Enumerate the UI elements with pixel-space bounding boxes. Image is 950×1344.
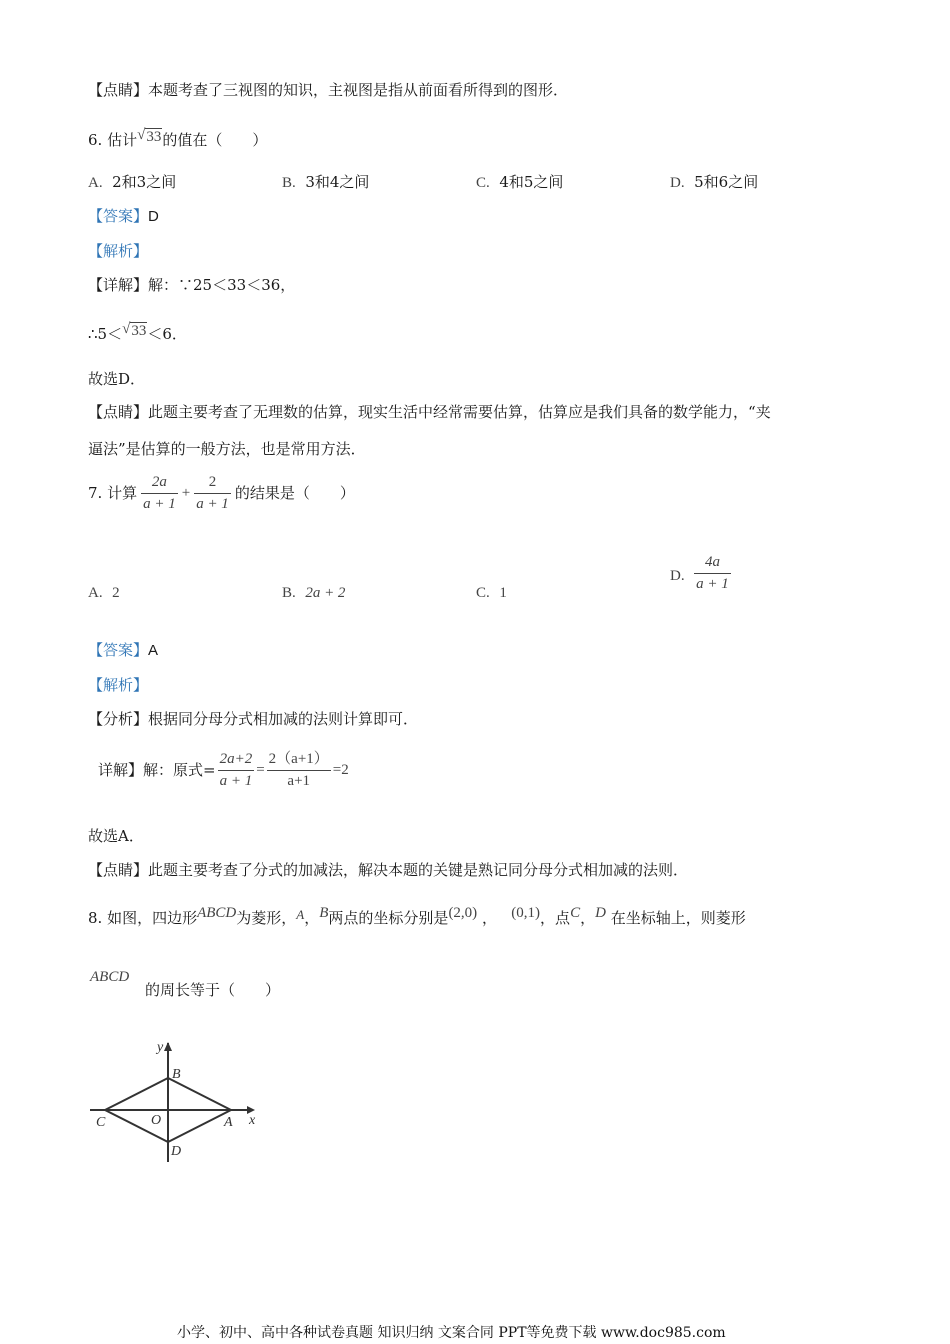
q7-conclusion: 故选A． bbox=[88, 827, 144, 845]
rhombus-figure bbox=[85, 1038, 265, 1168]
q7-option-c: C. 1 bbox=[476, 585, 507, 601]
note-text: 本题考查了三视图的知识，主视图是指从前面看所得到的图形． bbox=[148, 81, 569, 99]
q7-fenxi: 【分析】根据同分母分式相加减的法则计算即可． bbox=[88, 710, 419, 728]
q7-option-d-fraction: $\frac{4a}{a + 1}$ bbox=[696, 554, 729, 592]
q7-analysis-tag: 【解析】 bbox=[88, 676, 149, 694]
label-y: y bbox=[157, 1040, 164, 1055]
q7-detail: 详解】解：原式= $\frac{2a+2}{a + 1}$ = $\frac{2(a+1)}{a+1}$ =2 bbox=[98, 751, 349, 789]
q6-analysis-tag: 【解析】 bbox=[88, 242, 149, 260]
q7-stem: 7. 计算 $\frac{2a}{a + 1}$ + $\frac{2}{a + 1}$ 的结果是（ ） bbox=[88, 474, 355, 512]
y-arrow bbox=[164, 1042, 172, 1051]
q6-option-c: C. 4和5之间 bbox=[476, 173, 564, 191]
q7-detail-fraction-2: $\frac{2(a+1)}{a+1}$ bbox=[268, 751, 329, 789]
q6-conclusion: 故选D． bbox=[88, 370, 146, 388]
q6-option-a: A. 2和3之间 bbox=[88, 173, 177, 191]
q6-option-d: D. 5和6之间 bbox=[670, 173, 759, 191]
answer-value: D bbox=[148, 208, 159, 225]
q7-fraction-1: $\frac{2a}{a + 1}$ bbox=[143, 474, 176, 512]
label-b: B bbox=[172, 1067, 181, 1082]
q8-stem-line2: ABCD bbox=[90, 969, 130, 985]
q7-fraction-2: $\frac{2}{a + 1}$ bbox=[196, 474, 229, 512]
q7-detail-fraction-1: $\frac{2a+2}{a + 1}$ bbox=[219, 751, 253, 789]
note-line bbox=[88, 83, 568, 98]
sqrt-33-2: √ 33 bbox=[122, 321, 147, 339]
q6-option-b: B. 3和4之间 bbox=[282, 173, 370, 191]
q6-detail: 【详解】解：∵25＜33＜36， bbox=[88, 276, 296, 294]
q6-answer bbox=[88, 209, 159, 224]
q6-prefix: 6. 估计 bbox=[88, 131, 138, 149]
sqrt-33: √ 33 bbox=[137, 127, 162, 145]
label-a: A bbox=[224, 1115, 233, 1130]
q6-note-line1: 【点睛】此题主要考查了无理数的估算，现实生活中经常需要估算，估算应是我们具备的数学能力，“夹 bbox=[88, 403, 771, 421]
label-c: C bbox=[96, 1115, 106, 1130]
footer-text: 小学、初中、高中各种试卷真题 知识归纳 文案合同 PPT等免费下载 www.doc985.com bbox=[177, 1325, 726, 1341]
q6-stem bbox=[88, 128, 267, 148]
q7-answer: 【答案】A bbox=[88, 641, 159, 659]
q7-option-a: A. 2 bbox=[88, 585, 120, 601]
q6-note-line2: 逼法”是估算的一般方法，也是常用方法． bbox=[88, 440, 366, 458]
q6-suffix: 的值在（ ） bbox=[162, 131, 268, 149]
label-o: O bbox=[151, 1113, 162, 1128]
q7-option-b: B. 2a + 2 bbox=[282, 585, 346, 601]
q8-stem-line1: 8. 如图，四边形ABCD为菱形，A，B两点的坐标分别是(2,0) ， (0,1)，点C，D 在坐标轴上，则菱形 bbox=[88, 905, 746, 927]
q7-note: 【点睛】此题主要考查了分式的加减法，解决本题的关键是熟记同分母分式相加减的法则． bbox=[88, 861, 689, 879]
q8-stem-line2-text: 的周长等于（ ） bbox=[145, 981, 281, 999]
label-d: D bbox=[171, 1144, 182, 1159]
label-x: x bbox=[249, 1113, 256, 1128]
q7-option-d: D. $\frac{4a}{a + 1}$ bbox=[670, 554, 729, 592]
note-tag: 【点睛】 bbox=[88, 81, 149, 99]
answer-tag: 【答案】 bbox=[88, 207, 149, 225]
q6-line2: ∴5＜ √ 33 ＜6． bbox=[88, 321, 187, 343]
